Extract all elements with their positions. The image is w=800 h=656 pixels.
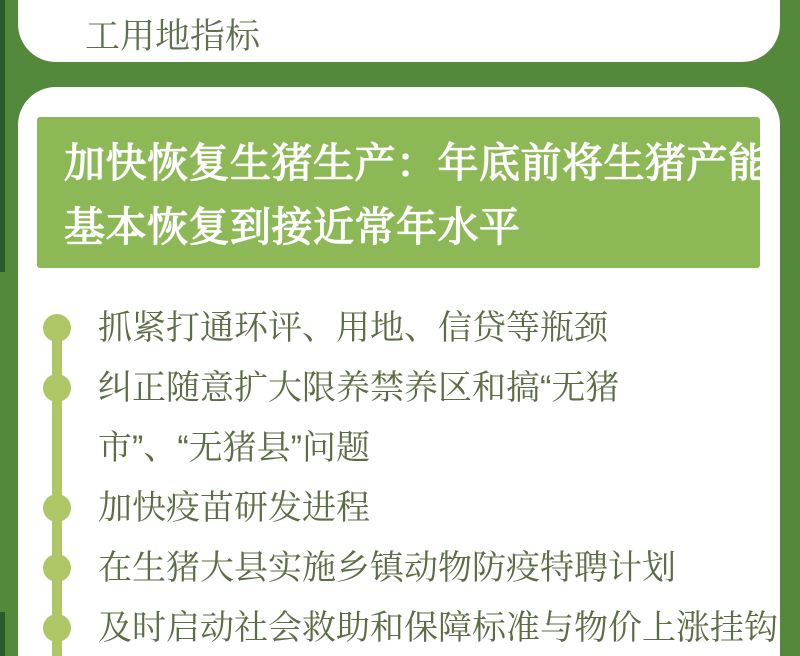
list-item-text: 加快疫苗研发进程 xyxy=(98,489,370,527)
page-edge-top xyxy=(0,0,5,272)
bullet-dot-icon xyxy=(43,554,71,582)
list-item xyxy=(18,358,780,418)
bullet-list xyxy=(18,298,780,656)
previous-section-text: 工用地指标 xyxy=(85,17,261,56)
section-title-banner xyxy=(37,117,770,268)
section-title-line1: 加快恢复生猪生产：年底前将生猪产能 xyxy=(64,140,770,186)
bullet-dot-icon xyxy=(43,374,71,402)
list-item-text: 在生猪大县实施乡镇动物防疫特聘计划 xyxy=(98,549,676,587)
list-item xyxy=(18,598,780,656)
list-item xyxy=(18,478,780,538)
previous-section-card xyxy=(18,0,780,62)
bullet-dot-icon xyxy=(43,614,71,642)
list-item-text: 抓紧打通环评、用地、信贷等瓶颈 xyxy=(98,309,608,347)
main-section-card xyxy=(18,87,780,656)
section-title-line2: 基本恢复到接近常年水平 xyxy=(64,204,521,250)
list-item xyxy=(18,538,780,598)
list-item xyxy=(18,298,780,358)
list-item-text: 纠正随意扩大限养禁养区和搞“无猪 xyxy=(98,369,620,407)
bullet-dot-icon xyxy=(43,314,71,342)
bullet-dot-icon xyxy=(43,494,71,522)
list-item-continuation xyxy=(18,418,780,478)
page-edge-bottom xyxy=(0,612,5,656)
list-item-text: 市”、“无猪县”问题 xyxy=(98,429,370,467)
list-item-text: 及时启动社会救助和保障标准与物价上涨挂钩 xyxy=(98,609,778,647)
